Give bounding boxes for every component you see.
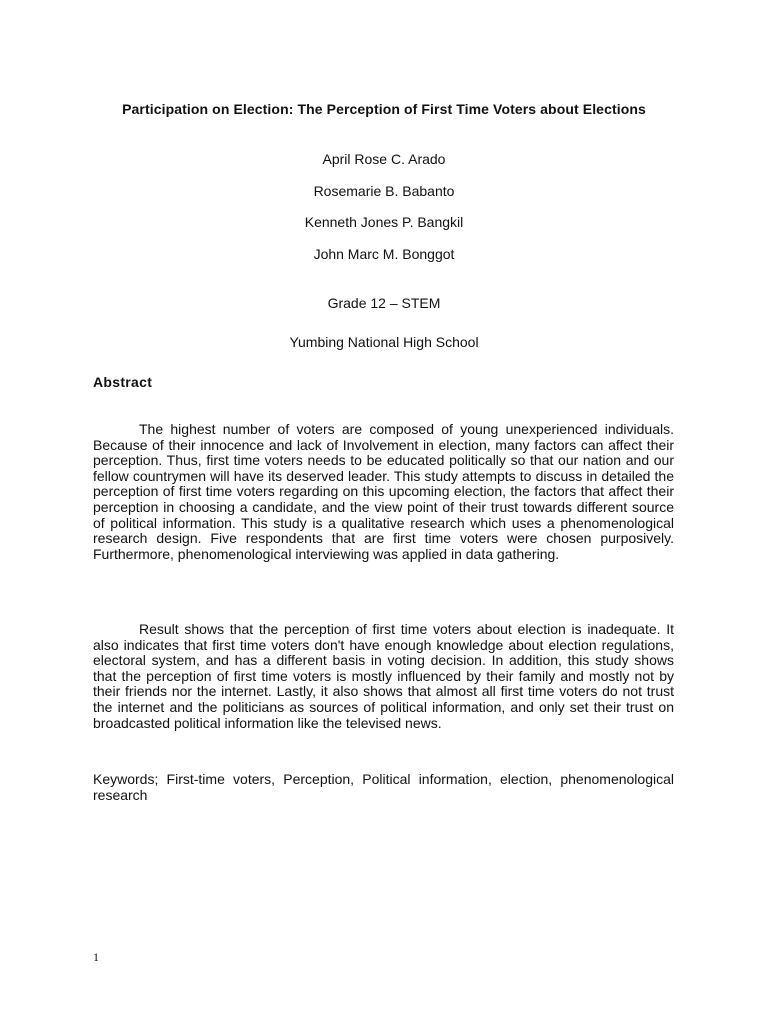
- page-number: 1: [93, 950, 99, 964]
- author-name: John Marc M. Bonggot: [313, 245, 455, 262]
- paper-title: Participation on Election: The Perception of First Time Voters about Elections: [122, 101, 646, 117]
- grade-level: Grade 12 – STEM: [327, 295, 441, 311]
- author-name: Kenneth Jones P. Bangkil: [304, 214, 464, 230]
- author-name: April Rose C. Arado: [322, 151, 446, 167]
- abstract-paragraph: Result shows that the perception of first time voters about election is inadequate. It also indicates that first time voters don't have enough knowledge about election regulations, electoral system, and has a different basis in voting decision. In addition, this study shows that the perception of first time voters is mostly influenced by their family and mostly not by their friends nor the internet. Lastly, it also shows that almost all first time voters do not trust the internet and the politicians as sources of political information, and only set their trust on broadcasted political information like the televised news.: [93, 621, 674, 731]
- abstract-heading: Abstract: [93, 374, 153, 390]
- school-name: Yumbing National High School: [289, 334, 479, 350]
- author-list: [0, 150, 768, 276]
- author-name: Rosemarie B. Babanto: [313, 182, 455, 199]
- abstract-paragraph: The highest number of voters are composed of young unexperienced individuals. Because of their innocence and lack of Involvement in election, many factors can affect their perception. Thus, first time voters needs to be educated politically so that our nation and our fellow countrymen will have its deserved leader. This study attempts to discuss in detailed the perception of first time voters regarding on this upcoming election, the factors that affect their perception in choosing a candidate, and the view point of their trust towards different source of political information. This study is a qualitative research which uses a phenomenological research design. Five respondents that are first time voters were chosen purposively. Furthermore, phenomenological interviewing was applied in data gathering.: [93, 421, 674, 562]
- keywords: Keywords; First-time voters, Perception, Political information, election, phenomenological research: [93, 771, 674, 803]
